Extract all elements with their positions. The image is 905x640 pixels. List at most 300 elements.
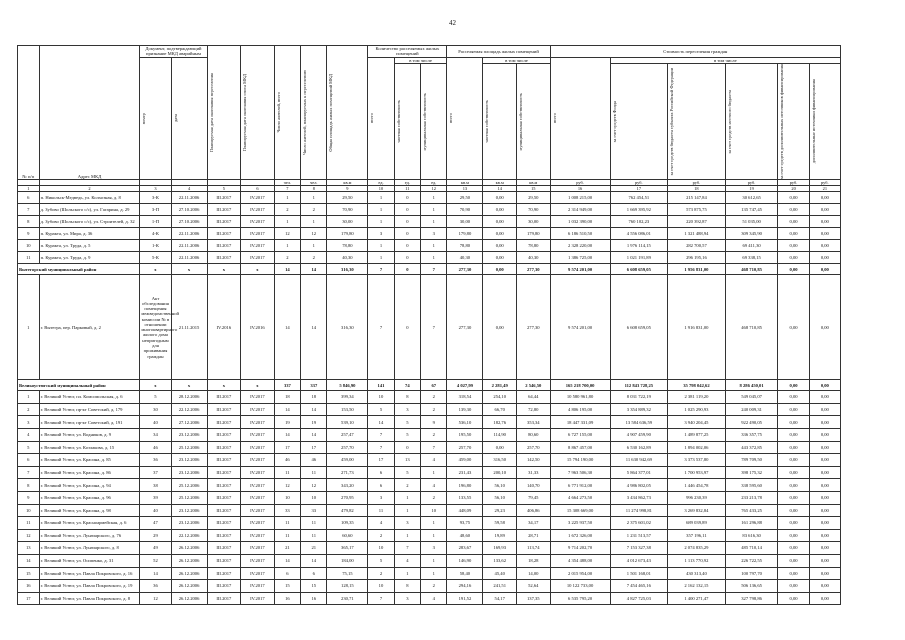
cell-r3: 7 bbox=[421, 441, 447, 454]
cell-c3: 3 373 537,80 bbox=[668, 454, 726, 467]
cell-d2: IV.2017 bbox=[241, 441, 275, 454]
cell-c6: 0,00 bbox=[809, 192, 840, 204]
cell-a3: 137,35 bbox=[517, 592, 551, 605]
column-number: 11 bbox=[394, 186, 420, 192]
cell-r2: 8 bbox=[394, 580, 420, 593]
cell-p1: 19 bbox=[274, 416, 300, 429]
cell-c1: 6 186 510,50 bbox=[550, 228, 610, 240]
row-number: 7 bbox=[18, 466, 40, 479]
cell-c6: 0,00 bbox=[809, 454, 840, 467]
cell-r2: 1 bbox=[394, 491, 420, 504]
cell-a2: 0,00 bbox=[483, 204, 517, 216]
cell-date: 22.11.2006 bbox=[171, 240, 207, 252]
cell-c6: 0,00 bbox=[809, 403, 840, 416]
cell-c1: 9 574 201,00 bbox=[550, 275, 610, 380]
cell-area: 365,17 bbox=[327, 542, 368, 555]
cell-c5: 0,00 bbox=[778, 580, 809, 593]
row-number: 14 bbox=[18, 554, 40, 567]
cell-a3: 257,70 bbox=[517, 441, 551, 454]
cell-a2: 169,93 bbox=[483, 542, 517, 555]
row-address: г. Великий Устюг, ул. Красина, д. 85 bbox=[39, 454, 140, 467]
cell-a1: 29,50 bbox=[447, 192, 483, 204]
cell-p1: 18 bbox=[274, 391, 300, 404]
row-address: г. Великий Устюг, ул. Луначарского, д. 8 bbox=[39, 542, 140, 555]
col-header-doc-number: номер bbox=[140, 57, 171, 180]
cell-r3: 4 bbox=[421, 454, 447, 467]
cell-area: 60,60 bbox=[327, 529, 368, 542]
col-header-extra-funds: дополнительные источники финансирования bbox=[809, 63, 840, 179]
cell-a1: 191,52 bbox=[447, 592, 483, 605]
cell-c3: 1 489 877,25 bbox=[668, 428, 726, 441]
cell-p2: 14 bbox=[301, 428, 327, 441]
cell-c4: 765 433,25 bbox=[725, 504, 778, 517]
cell-c6: 0,00 bbox=[809, 479, 840, 492]
cell-a1: 30,00 bbox=[447, 216, 483, 228]
cell-c2: 7 454 465,16 bbox=[610, 580, 668, 593]
cell-d1: III.2017 bbox=[207, 554, 241, 567]
cell-p2: 1 bbox=[301, 240, 327, 252]
cell-c4: 83 616,30 bbox=[725, 529, 778, 542]
cell-r3: 1 bbox=[421, 252, 447, 264]
cell-c4: 506 136,65 bbox=[725, 580, 778, 593]
section-b: x bbox=[171, 264, 207, 275]
column-number: 8 bbox=[301, 186, 327, 192]
cell-c4: 69 411,30 bbox=[725, 240, 778, 252]
cell-area: 78,80 bbox=[327, 240, 368, 252]
cell-a3: 277,30 bbox=[517, 275, 551, 380]
cell-a2: 19,89 bbox=[483, 529, 517, 542]
row-number: 12 bbox=[18, 529, 40, 542]
cell-area: 316,30 bbox=[327, 275, 368, 380]
cell-c1: 2 015 954,00 bbox=[550, 567, 610, 580]
table-row bbox=[18, 491, 841, 504]
cell-c5: 0,00 bbox=[778, 441, 809, 454]
cell-c1: 8 867 457,00 bbox=[550, 441, 610, 454]
cell-area: 270,95 bbox=[327, 491, 368, 504]
section-total-row bbox=[18, 264, 841, 275]
table-row bbox=[18, 391, 841, 404]
header-row-2 bbox=[18, 57, 841, 63]
cell-c5: 0,00 bbox=[778, 252, 809, 264]
cell-area: 29,50 bbox=[327, 192, 368, 204]
cell-d2: IV.2017 bbox=[241, 216, 275, 228]
cell-c1: 6 727 155,00 bbox=[550, 428, 610, 441]
cell-c2: 13 584 636,59 bbox=[610, 416, 668, 429]
cell-a2: 0,00 bbox=[483, 252, 517, 264]
col-header-area: Расселяемая площадь жилых помещений bbox=[447, 46, 550, 58]
section-r1: 7 bbox=[368, 264, 394, 275]
cell-d2: IV.2017 bbox=[241, 466, 275, 479]
cell-p1: 15 bbox=[274, 580, 300, 593]
cell-date: 26.12.2006 bbox=[171, 542, 207, 555]
cell-num: 47 bbox=[140, 517, 171, 530]
cell-a1: 78,80 bbox=[447, 240, 483, 252]
section-r2: 74 bbox=[394, 380, 420, 391]
cell-c3: 2 162 132,15 bbox=[668, 580, 726, 593]
cell-num: 29 bbox=[140, 529, 171, 542]
cell-r2: 3 bbox=[394, 592, 420, 605]
cell-date: 21.11.2015 bbox=[171, 275, 207, 380]
cell-c5: 0,00 bbox=[778, 216, 809, 228]
cell-a2: 200,10 bbox=[483, 466, 517, 479]
cell-r2: 4 bbox=[394, 554, 420, 567]
cell-a3: 80,60 bbox=[517, 428, 551, 441]
cell-d2: IV.2017 bbox=[241, 228, 275, 240]
cell-c1: 10 580 961,80 bbox=[550, 391, 610, 404]
row-number: 9 bbox=[18, 228, 40, 240]
cell-c1: 2 328 220,00 bbox=[550, 240, 610, 252]
col-header-extra-sources: за счет средств дополнительных источников финансирования bbox=[778, 63, 809, 179]
cell-d2: IV.2017 bbox=[241, 240, 275, 252]
column-number: 21 bbox=[809, 186, 840, 192]
cell-area: 75,15 bbox=[327, 567, 368, 580]
cell-p1: 46 bbox=[274, 454, 300, 467]
cell-r2: 1 bbox=[394, 567, 420, 580]
cell-c2: 11 274 998,81 bbox=[610, 504, 668, 517]
col-header-residents-planned: Число жителей, планируемых к переселению bbox=[301, 46, 327, 180]
cell-r3: 4 bbox=[421, 592, 447, 605]
cell-r1: 5 bbox=[368, 403, 394, 416]
cell-r1: 6 bbox=[368, 466, 394, 479]
cell-c5: 0,00 bbox=[778, 479, 809, 492]
cell-r3: 3 bbox=[421, 542, 447, 555]
cell-p2: 6 bbox=[301, 567, 327, 580]
column-number: 1 bbox=[18, 186, 40, 192]
section-c6: 0,00 bbox=[809, 380, 840, 391]
cell-date: 25.12.2006 bbox=[171, 491, 207, 504]
table-row bbox=[18, 441, 841, 454]
cell-p2: 2 bbox=[301, 204, 327, 216]
cell-date: 25.12.2006 bbox=[171, 441, 207, 454]
col-header-cost: Стоимость переселения граждан bbox=[550, 46, 840, 58]
cell-c4: 233 213,78 bbox=[725, 491, 778, 504]
cell-c4: 336 357,75 bbox=[725, 428, 778, 441]
cell-a3: 14,00 bbox=[517, 567, 551, 580]
cell-c3: 1 446 454,78 bbox=[668, 479, 726, 492]
cell-r1: 2 bbox=[368, 529, 394, 542]
cell-c2: 4 986 802,05 bbox=[610, 479, 668, 492]
section-c3: 1 956 831,00 bbox=[668, 264, 726, 275]
cell-d2: IV.2017 bbox=[241, 204, 275, 216]
cell-d2: IV.2017 bbox=[241, 504, 275, 517]
cell-p2: 19 bbox=[301, 416, 327, 429]
cell-a2: 0,00 bbox=[483, 275, 517, 380]
cell-c4: 240 009,31 bbox=[725, 403, 778, 416]
cell-d1: IV.2016 bbox=[207, 275, 241, 380]
table-row bbox=[18, 275, 841, 380]
cell-a2: 29,23 bbox=[483, 504, 517, 517]
section-a2: 0,00 bbox=[483, 264, 517, 275]
cell-p2: 46 bbox=[301, 454, 327, 467]
cell-date: 22.12.2006 bbox=[171, 529, 207, 542]
cell-date: 23.12.2006 bbox=[171, 428, 207, 441]
cell-c3: 215 147,84 bbox=[668, 192, 726, 204]
column-number: 13 bbox=[447, 186, 483, 192]
column-number: 6 bbox=[241, 186, 275, 192]
cell-a2: 0,00 bbox=[483, 240, 517, 252]
cell-r3: 2 bbox=[421, 428, 447, 441]
cell-r2: 0 bbox=[394, 216, 420, 228]
cell-num: 5-К bbox=[140, 252, 171, 264]
table-row bbox=[18, 554, 841, 567]
cell-a2: 59,58 bbox=[483, 517, 517, 530]
cell-a1: 133,55 bbox=[447, 491, 483, 504]
section-p1: 14 bbox=[274, 264, 300, 275]
cell-c4: 398 175,32 bbox=[725, 466, 778, 479]
section-r3: 7 bbox=[421, 264, 447, 275]
cell-a3: 34,17 bbox=[517, 517, 551, 530]
cell-c2: 1 501 168,01 bbox=[610, 567, 668, 580]
row-address: г. Великий Устюг, ул. Водников, д. 9 bbox=[39, 428, 140, 441]
cell-d2: IV.2017 bbox=[241, 580, 275, 593]
cell-date: 26.12.2006 bbox=[171, 554, 207, 567]
cell-c3: 3 269 832,84 bbox=[668, 504, 726, 517]
cell-c5: 0,00 bbox=[778, 403, 809, 416]
cell-c1: 9 714 202,70 bbox=[550, 542, 610, 555]
cell-date: 23.12.2006 bbox=[171, 466, 207, 479]
cell-num: 36 bbox=[140, 454, 171, 467]
section-name: Вытегорский муниципальный район bbox=[18, 264, 140, 275]
cell-r3: 2 bbox=[421, 403, 447, 416]
cell-p2: 10 bbox=[301, 491, 327, 504]
section-p2: 14 bbox=[301, 264, 327, 275]
cell-num: 40 bbox=[140, 416, 171, 429]
cell-a3: 30,00 bbox=[517, 216, 551, 228]
cell-r3: 1 bbox=[421, 216, 447, 228]
cell-c6: 0,00 bbox=[809, 580, 840, 593]
col-header-address: Адрес МКД bbox=[39, 46, 140, 180]
cell-p2: 15 bbox=[301, 580, 327, 593]
col-header-rooms-total: всего bbox=[368, 57, 394, 180]
cell-c1: 7 963 506,30 bbox=[550, 466, 610, 479]
cell-r1: 1 bbox=[368, 216, 394, 228]
cell-c3: 996 230,39 bbox=[668, 491, 726, 504]
cell-c2: 5 864 377,01 bbox=[610, 466, 668, 479]
table-row bbox=[18, 542, 841, 555]
cell-p1: 14 bbox=[274, 554, 300, 567]
row-number: 3 bbox=[18, 416, 40, 429]
cell-num: 46 bbox=[140, 441, 171, 454]
section-c3: 35 798 042,62 bbox=[668, 380, 726, 391]
cell-d2: IV.2017 bbox=[241, 403, 275, 416]
col-header-document: Документ, подтверждающий признание МКД аварийным bbox=[140, 46, 207, 58]
section-p2: 337 bbox=[301, 380, 327, 391]
cell-c1: 6 535 795,20 bbox=[550, 592, 610, 605]
cell-num: 3-П bbox=[140, 204, 171, 216]
cell-r2: 5 bbox=[394, 416, 420, 429]
cell-r3: 9 bbox=[421, 416, 447, 429]
cell-c5: 0,00 bbox=[778, 567, 809, 580]
cell-r2: 0 bbox=[394, 204, 420, 216]
cell-d1: III.2017 bbox=[207, 517, 241, 530]
cell-p2: 12 bbox=[301, 228, 327, 240]
table-row bbox=[18, 529, 841, 542]
cell-c3: 1 894 002,06 bbox=[668, 441, 726, 454]
cell-c4: 161 296,88 bbox=[725, 517, 778, 530]
cell-c2: 3 434 862,73 bbox=[610, 491, 668, 504]
cell-c6: 0,00 bbox=[809, 204, 840, 216]
column-number: 10 bbox=[368, 186, 394, 192]
cell-c3: 430 313,40 bbox=[668, 567, 726, 580]
cell-area: 128,15 bbox=[327, 580, 368, 593]
cell-r2: 0 bbox=[394, 192, 420, 204]
cell-d1: III.2017 bbox=[207, 216, 241, 228]
cell-c4: 51 035,00 bbox=[725, 216, 778, 228]
section-c4: 468 710,85 bbox=[725, 264, 778, 275]
cell-c6: 0,00 bbox=[809, 252, 840, 264]
row-number: 16 bbox=[18, 580, 40, 593]
cell-d1: III.2017 bbox=[207, 542, 241, 555]
cell-d2: IV.2017 bbox=[241, 252, 275, 264]
cell-p1: 12 bbox=[274, 479, 300, 492]
cell-c3: 2 381 119,20 bbox=[668, 391, 726, 404]
cell-c3: 1 916 831,00 bbox=[668, 275, 726, 380]
cell-a2: 0,00 bbox=[483, 192, 517, 204]
section-p1: 337 bbox=[274, 380, 300, 391]
cell-a1: 231,43 bbox=[447, 466, 483, 479]
cell-p1: 33 bbox=[274, 504, 300, 517]
cell-d2: IV.2017 bbox=[241, 517, 275, 530]
row-address: г. Великий Устюг, ул. Павла Покровского, д. 8 bbox=[39, 592, 140, 605]
row-address: г. Великий Устюг, ул. Осипенко, д. 31 bbox=[39, 554, 140, 567]
table-row bbox=[18, 252, 841, 264]
cell-a1: 179,80 bbox=[447, 228, 483, 240]
cell-a3: 70,90 bbox=[517, 204, 551, 216]
table-row bbox=[18, 240, 841, 252]
cell-r1: 7 bbox=[368, 441, 394, 454]
cell-r2: 0 bbox=[394, 441, 420, 454]
section-total-row bbox=[18, 380, 841, 391]
cell-c4: 922 490,05 bbox=[725, 416, 778, 429]
cell-area: 70,90 bbox=[327, 204, 368, 216]
row-number: 17 bbox=[18, 592, 40, 605]
cell-c3: 1 113 770,92 bbox=[668, 554, 726, 567]
row-address: п. Куракта, ул. Мира, д. 36 bbox=[39, 228, 140, 240]
col-header-fund: за счет средств Фонда bbox=[610, 63, 668, 179]
cell-d1: III.2017 bbox=[207, 204, 241, 216]
cell-r1: 11 bbox=[368, 504, 394, 517]
col-header-rooms-incl: в том числе bbox=[394, 57, 447, 63]
cell-d2: IV.2017 bbox=[241, 491, 275, 504]
cell-p1: 16 bbox=[274, 592, 300, 605]
cell-date: 23.12.2006 bbox=[171, 504, 207, 517]
row-address: г. Вытегра, пер. Парковый, д. 2 bbox=[39, 275, 140, 380]
cell-r3: 7 bbox=[421, 275, 447, 380]
cell-area: 399,34 bbox=[327, 391, 368, 404]
cell-a2: 316,50 bbox=[483, 454, 517, 467]
cell-c1: 6 771 912,00 bbox=[550, 479, 610, 492]
cell-date: 28.12.2006 bbox=[171, 391, 207, 404]
cell-c3: 220 392,87 bbox=[668, 216, 726, 228]
cell-c2: 3 354 889,32 bbox=[610, 403, 668, 416]
cell-r3: 1 bbox=[421, 517, 447, 530]
table-row bbox=[18, 580, 841, 593]
cell-a2: 56,10 bbox=[483, 491, 517, 504]
cell-a1: 146,90 bbox=[447, 554, 483, 567]
cell-p1: 6 bbox=[274, 567, 300, 580]
cell-p1: 17 bbox=[274, 441, 300, 454]
cell-num: 39 bbox=[140, 491, 171, 504]
cell-num: 14 bbox=[140, 567, 171, 580]
section-b: x bbox=[171, 380, 207, 391]
page-number: 42 bbox=[449, 19, 456, 27]
cell-r1: 7 bbox=[368, 592, 394, 605]
row-number: 5 bbox=[18, 441, 40, 454]
section-r3: 67 bbox=[421, 380, 447, 391]
cell-c1: 4 664 273,50 bbox=[550, 491, 610, 504]
cell-date: 22.11.2006 bbox=[171, 252, 207, 264]
cell-r3: 1 bbox=[421, 567, 447, 580]
column-number: 3 bbox=[140, 186, 171, 192]
cell-p2: 14 bbox=[301, 275, 327, 380]
row-address: г. Великий Устюг, ул. Красина, д. 94 bbox=[39, 479, 140, 492]
section-name: Великоустюгский муниципальный район bbox=[18, 380, 140, 391]
cell-r3: 2 bbox=[421, 391, 447, 404]
cell-d2: IV.2017 bbox=[241, 529, 275, 542]
cell-c2: 1 976 114,15 bbox=[610, 240, 668, 252]
row-address: г. Великий Устюг, ул. Павла Покровского, д. 19 bbox=[39, 580, 140, 593]
cell-r2: 3 bbox=[394, 517, 420, 530]
cell-p2: 11 bbox=[301, 466, 327, 479]
table-row bbox=[18, 216, 841, 228]
cell-c1: 3 225 937,50 bbox=[550, 517, 610, 530]
row-number: 2 bbox=[18, 403, 40, 416]
cell-c5: 0,00 bbox=[778, 466, 809, 479]
cell-a1: 257,70 bbox=[447, 441, 483, 454]
column-number: 20 bbox=[778, 186, 809, 192]
section-a2: 2 281,49 bbox=[483, 380, 517, 391]
cell-a2: 66,70 bbox=[483, 403, 517, 416]
cell-p2: 12 bbox=[301, 479, 327, 492]
cell-date: 23.12.2006 bbox=[171, 454, 207, 467]
row-address: п. Куракта, ул. Труда, д. 5 bbox=[39, 240, 140, 252]
cell-a3: 113,74 bbox=[517, 542, 551, 555]
cell-c4: 443 372,85 bbox=[725, 441, 778, 454]
cell-a3: 52,64 bbox=[517, 580, 551, 593]
cell-c6: 0,00 bbox=[809, 554, 840, 567]
cell-r3: 1 bbox=[421, 529, 447, 542]
section-c5: 0,00 bbox=[778, 264, 809, 275]
cell-c6: 0,00 bbox=[809, 529, 840, 542]
cell-c5: 0,00 bbox=[778, 428, 809, 441]
cell-c6: 0,00 bbox=[809, 240, 840, 252]
cell-d1: III.2017 bbox=[207, 403, 241, 416]
cell-num: 40 bbox=[140, 504, 171, 517]
cell-num: 4-К bbox=[140, 228, 171, 240]
cell-date: 26.12.2006 bbox=[171, 567, 207, 580]
cell-r1: 4 bbox=[368, 517, 394, 530]
cell-a2: 0,00 bbox=[483, 216, 517, 228]
section-c1: 165 218 700,00 bbox=[550, 380, 610, 391]
cell-p1: 1 bbox=[274, 216, 300, 228]
cell-a1: 70,90 bbox=[447, 204, 483, 216]
cell-d1: III.2017 bbox=[207, 580, 241, 593]
cell-a2: 241,51 bbox=[483, 580, 517, 593]
cell-a3: 406,86 bbox=[517, 504, 551, 517]
cell-a3: 18,28 bbox=[517, 554, 551, 567]
cell-c6: 0,00 bbox=[809, 216, 840, 228]
cell-r2: 1 bbox=[394, 529, 420, 542]
cell-area: 40,30 bbox=[327, 252, 368, 264]
row-number: 8 bbox=[18, 479, 40, 492]
cell-a1: 139,30 bbox=[447, 403, 483, 416]
row-number: 13 bbox=[18, 542, 40, 555]
cell-a1: 536,10 bbox=[447, 416, 483, 429]
row-number: 15 bbox=[18, 567, 40, 580]
cell-c4: 789 709,50 bbox=[725, 454, 778, 467]
cell-p1: 2 bbox=[274, 204, 300, 216]
cell-c6: 0,00 bbox=[809, 504, 840, 517]
